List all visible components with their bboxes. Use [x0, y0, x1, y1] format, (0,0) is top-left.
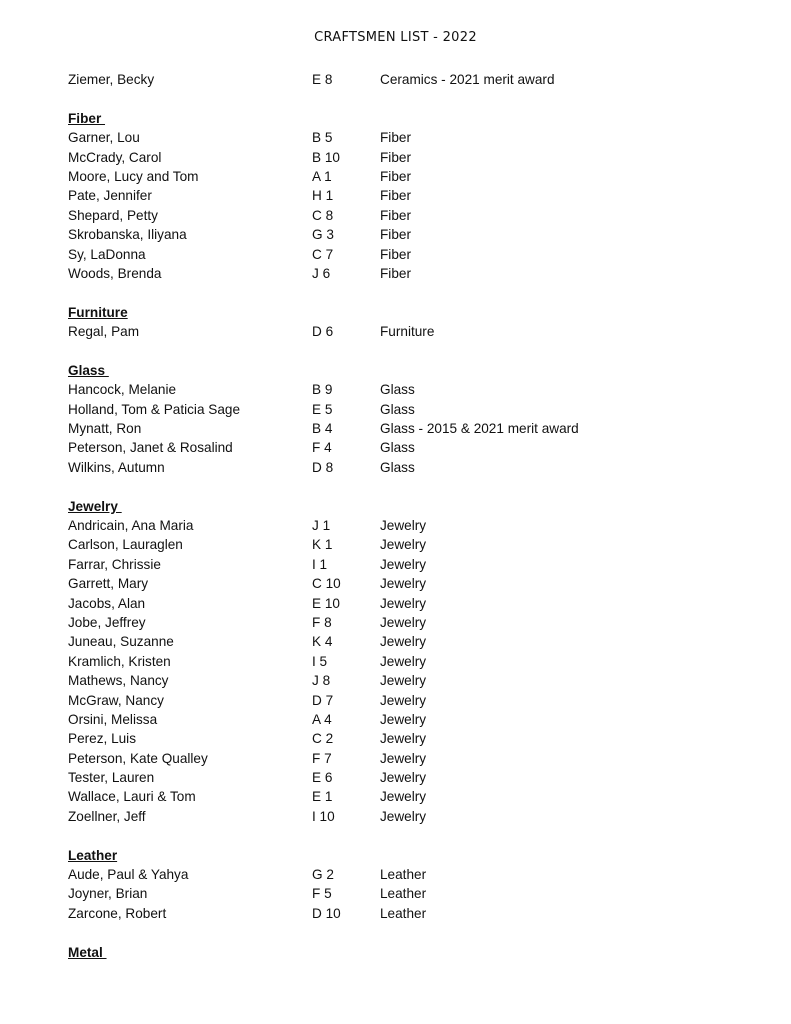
craftsman-name: Woods, Brenda	[68, 265, 162, 281]
craftsman-name: Sy, LaDonna	[68, 246, 146, 262]
craft-category: Jewelry	[380, 537, 427, 553]
craftsman-name: Moore, Lucy and Tom	[68, 168, 199, 184]
section-heading-leather: Leather	[68, 847, 118, 863]
craftsman-name: Holland, Tom & Paticia Sage	[68, 401, 241, 417]
craft-category: Jewelry	[380, 711, 427, 727]
craftsman-name: Mathews, Nancy	[68, 673, 169, 689]
craftsman-name: Peterson, Kate Qualley	[68, 750, 208, 766]
list-row	[68, 729, 768, 748]
booth-number: B 5	[312, 130, 333, 146]
booth-number: J 6	[312, 265, 331, 281]
craftsman-name: Mynatt, Ron	[68, 421, 142, 437]
booth-number: D 7	[312, 692, 334, 708]
section-spacer	[68, 341, 768, 360]
craftsman-name: Andricain, Ana Maria	[68, 517, 194, 533]
booth-number: I 1	[312, 556, 328, 572]
list-row	[68, 613, 768, 632]
list-row	[68, 400, 768, 419]
craftsman-name: Wallace, Lauri & Tom	[68, 789, 196, 805]
craftsman-name: Garrett, Mary	[68, 576, 149, 592]
booth-number: K 1	[312, 537, 333, 553]
list-row	[68, 225, 768, 244]
list-row	[68, 865, 768, 884]
list-row	[68, 632, 768, 651]
list-row	[68, 807, 768, 826]
craft-category: Glass	[380, 401, 415, 417]
craftsman-name: Hancock, Melanie	[68, 382, 177, 398]
craft-category: Glass	[380, 459, 415, 475]
list-row	[68, 652, 768, 671]
craft-category: Leather	[380, 867, 427, 883]
craftsman-name: Perez, Luis	[68, 731, 137, 747]
booth-number: E 8	[312, 72, 333, 87]
list-row	[68, 128, 768, 147]
list-row	[68, 904, 768, 923]
craftsman-name: Farrar, Chrissie	[68, 556, 161, 572]
craft-category: Jewelry	[380, 673, 427, 689]
booth-number: B 10	[312, 149, 340, 165]
craftsman-name: Tester, Lauren	[68, 770, 155, 786]
craftsman-name: Aude, Paul & Yahya	[68, 867, 189, 883]
craft-category: Fiber	[380, 207, 411, 223]
craft-category: Fiber	[380, 168, 411, 184]
section-heading-glass: Glass	[68, 362, 109, 378]
booth-number: D 8	[312, 459, 334, 475]
booth-number: E 1	[312, 789, 333, 805]
craftsman-name: McCrady, Carol	[68, 149, 162, 165]
craft-category: Jewelry	[380, 692, 427, 708]
craft-category: Glass	[380, 382, 415, 398]
craft-category: Ceramics - 2021 merit award	[380, 72, 555, 87]
booth-number: B 4	[312, 421, 333, 437]
list-row	[68, 787, 768, 806]
booth-number: G 2	[312, 867, 334, 883]
craft-category: Glass - 2015 & 2021 merit award	[380, 421, 579, 437]
craft-category: Jewelry	[380, 556, 427, 572]
booth-number: C 8	[312, 207, 334, 223]
craftsman-name: Shepard, Petty	[68, 207, 158, 223]
craftsman-name: Juneau, Suzanne	[68, 634, 174, 650]
section-heading-metal: Metal	[68, 944, 107, 960]
craft-category: Leather	[380, 905, 427, 921]
craft-category: Glass	[380, 440, 415, 456]
craft-category: Furniture	[380, 324, 435, 340]
craft-category: Fiber	[380, 130, 411, 146]
booth-number: E 6	[312, 770, 333, 786]
craftsmen-list	[68, 70, 768, 962]
list-row	[68, 167, 768, 186]
booth-number: I 5	[312, 653, 328, 669]
list-row	[68, 458, 768, 477]
craft-category: Jewelry	[380, 576, 427, 592]
list-row	[68, 245, 768, 264]
craft-category: Fiber	[380, 227, 411, 243]
booth-number: J 8	[312, 673, 331, 689]
craftsman-name: Joyner, Brian	[68, 886, 148, 902]
craft-category: Jewelry	[380, 731, 427, 747]
booth-number: D 10	[312, 905, 341, 921]
section-heading-fiber: Fiber	[68, 110, 106, 126]
list-row	[68, 884, 768, 903]
list-row	[68, 691, 768, 710]
list-row	[68, 671, 768, 690]
section-spacer	[68, 923, 768, 942]
list-row	[68, 594, 768, 613]
craftsman-name: Jobe, Jeffrey	[68, 614, 146, 630]
craftsman-name: Zoellner, Jeff	[68, 808, 146, 824]
craftsman-name: Regal, Pam	[68, 324, 140, 340]
craftsman-name: Garner, Lou	[68, 130, 140, 146]
booth-number: A 1	[312, 168, 332, 184]
craft-category: Fiber	[380, 265, 411, 281]
booth-number: D 6	[312, 324, 334, 340]
craftsman-name: McGraw, Nancy	[68, 692, 164, 708]
list-row	[68, 322, 768, 341]
booth-number: F 7	[312, 750, 332, 766]
booth-number: I 10	[312, 808, 335, 824]
booth-number: F 8	[312, 614, 332, 630]
booth-number: C 10	[312, 576, 341, 592]
booth-number: C 7	[312, 246, 334, 262]
craftsman-name: Skrobanska, Iliyana	[68, 227, 187, 243]
booth-number: B 9	[312, 382, 333, 398]
craftsman-name: Peterson, Janet & Rosalind	[68, 440, 233, 456]
booth-number: J 1	[312, 517, 331, 533]
page-title: CRAFTSMEN LIST - 2022	[314, 30, 477, 45]
booth-number: A 4	[312, 711, 332, 727]
craft-category: Jewelry	[380, 634, 427, 650]
craftsman-name: Zarcone, Robert	[68, 905, 167, 921]
craft-category: Fiber	[380, 246, 411, 262]
craftsman-name: Wilkins, Autumn	[68, 459, 165, 475]
section-heading-jewelry: Jewelry	[68, 498, 122, 514]
list-row	[68, 574, 768, 593]
booth-number: H 1	[312, 188, 334, 204]
list-row	[68, 419, 768, 438]
section-spacer	[68, 826, 768, 845]
craftsman-name: Jacobs, Alan	[68, 595, 146, 611]
list-row	[68, 148, 768, 167]
booth-number: C 2	[312, 731, 334, 747]
craft-category: Jewelry	[380, 770, 427, 786]
craftsman-name: Kramlich, Kristen	[68, 653, 171, 669]
craftsman-name: Pate, Jennifer	[68, 188, 152, 204]
craft-category: Jewelry	[380, 750, 427, 766]
list-row	[68, 555, 768, 574]
craft-category: Fiber	[380, 188, 411, 204]
list-row	[68, 264, 768, 283]
booth-number: K 4	[312, 634, 333, 650]
list-row	[68, 206, 768, 225]
section-heading-furniture: Furniture	[68, 304, 128, 320]
list-row	[68, 710, 768, 729]
craftsman-name: Carlson, Lauraglen	[68, 537, 183, 553]
craft-category: Jewelry	[380, 808, 427, 824]
booth-number: E 10	[312, 595, 340, 611]
list-row	[68, 186, 768, 205]
booth-number: G 3	[312, 227, 334, 243]
craft-category: Jewelry	[380, 789, 427, 805]
booth-number: F 5	[312, 886, 332, 902]
list-row	[68, 438, 768, 457]
craft-category: Jewelry	[380, 653, 427, 669]
list-row	[68, 768, 768, 787]
section-spacer	[68, 477, 768, 496]
booth-number: E 5	[312, 401, 333, 417]
list-row	[68, 535, 768, 554]
craftsman-name: Orsini, Melissa	[68, 711, 158, 727]
craft-category: Leather	[380, 886, 427, 902]
booth-number: F 4	[312, 440, 332, 456]
craft-category: Jewelry	[380, 517, 427, 533]
list-row	[68, 380, 768, 399]
section-spacer	[68, 283, 768, 302]
list-row	[68, 516, 768, 535]
craft-category: Fiber	[380, 149, 411, 165]
section-spacer	[68, 89, 768, 108]
craftsman-name: Ziemer, Becky	[68, 72, 155, 87]
list-row	[68, 70, 768, 89]
craft-category: Jewelry	[380, 614, 427, 630]
craft-category: Jewelry	[380, 595, 427, 611]
list-row	[68, 749, 768, 768]
